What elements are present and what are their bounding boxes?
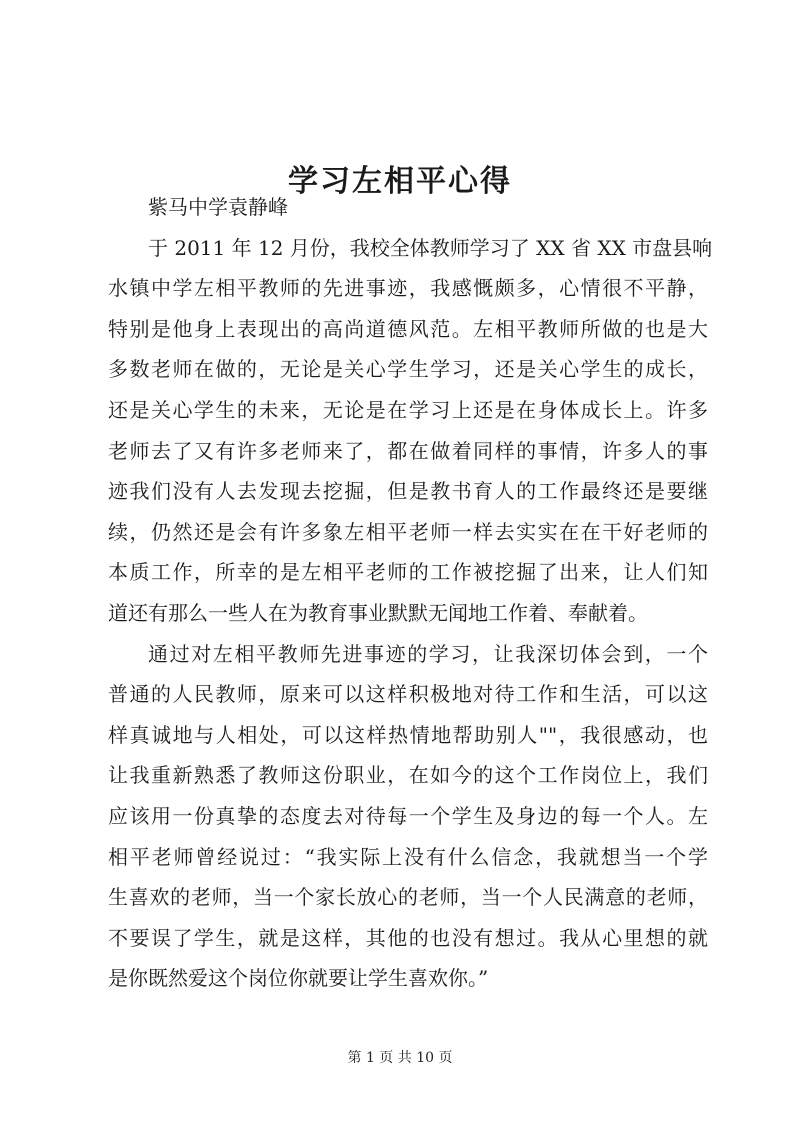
paragraph-1 — [108, 228, 713, 634]
paragraph-line: 道还有那么一些人在为教育事业默默无闻地工作着、奉献着。 — [108, 600, 648, 625]
document-title: 学习左相平心得 — [288, 164, 512, 200]
paragraph-line: 迹我们没有人去发现去挖掘，但是教书育人的工作最终还是要继 — [108, 479, 708, 504]
paragraph-line: 老师去了又有许多老师来了，都在做着同样的事情，许多人的事 — [108, 438, 708, 463]
paragraph-line: 样真诚地与人相处，可以这样热情地帮助别人""，我很感动，也 — [108, 722, 708, 747]
paragraph-line: 本质工作，所幸的是左相平老师的工作被挖掘了出来，让人们知 — [108, 560, 708, 585]
document-body — [108, 187, 713, 999]
paragraph-line: 生喜欢的老师，当一个家长放心的老师，当一个人民满意的老师， — [108, 885, 708, 910]
paragraph-line: 于 2011 年 12 月份，我校全体教师学习了 XX 省 XX 市盘县响 — [148, 235, 713, 260]
page-footer: 第 1 页 共 10 页 — [347, 1050, 453, 1066]
paragraph-line: 还是关心学生的未来，无论是在学习上还是在身体成长上。许多 — [108, 397, 708, 422]
paragraph-2 — [108, 634, 708, 999]
paragraph-line: 普通的人民教师，原来可以这样积极地对待工作和生活，可以这 — [108, 682, 708, 707]
paragraph-line: 相平老师曾经说过：“我实际上没有什么信念，我就想当一个学 — [108, 844, 708, 869]
paragraph-line: 应该用一份真挚的态度去对待每一个学生及身边的每一个人。左 — [108, 803, 708, 828]
paragraph-line: 续，仍然还是会有许多象左相平老师一样去实实在在干好老师的 — [108, 519, 708, 544]
paragraph-line: 多数老师在做的，无论是关心学生学习，还是关心学生的成长， — [108, 357, 708, 382]
paragraph-line: 通过对左相平教师先进事迹的学习，让我深切体会到，一个 — [148, 641, 708, 666]
paragraph-line: 让我重新熟悉了教师这份职业，在如今的这个工作岗位上，我们 — [108, 763, 708, 788]
paragraph-line: 特别是他身上表现出的高尚道德风范。左相平教师所做的也是大 — [108, 316, 708, 341]
paragraph-line: 水镇中学左相平教师的先进事迹，我感慨颇多，心情很不平静， — [108, 276, 708, 301]
paragraph-line: 是你既然爱这个岗位你就要让学生喜欢你。” — [108, 966, 489, 991]
paragraph-line: 不要误了学生，就是这样，其他的也没有想过。我从心里想的就 — [108, 925, 708, 950]
author-line: 紫马中学袁静峰 — [148, 195, 288, 219]
